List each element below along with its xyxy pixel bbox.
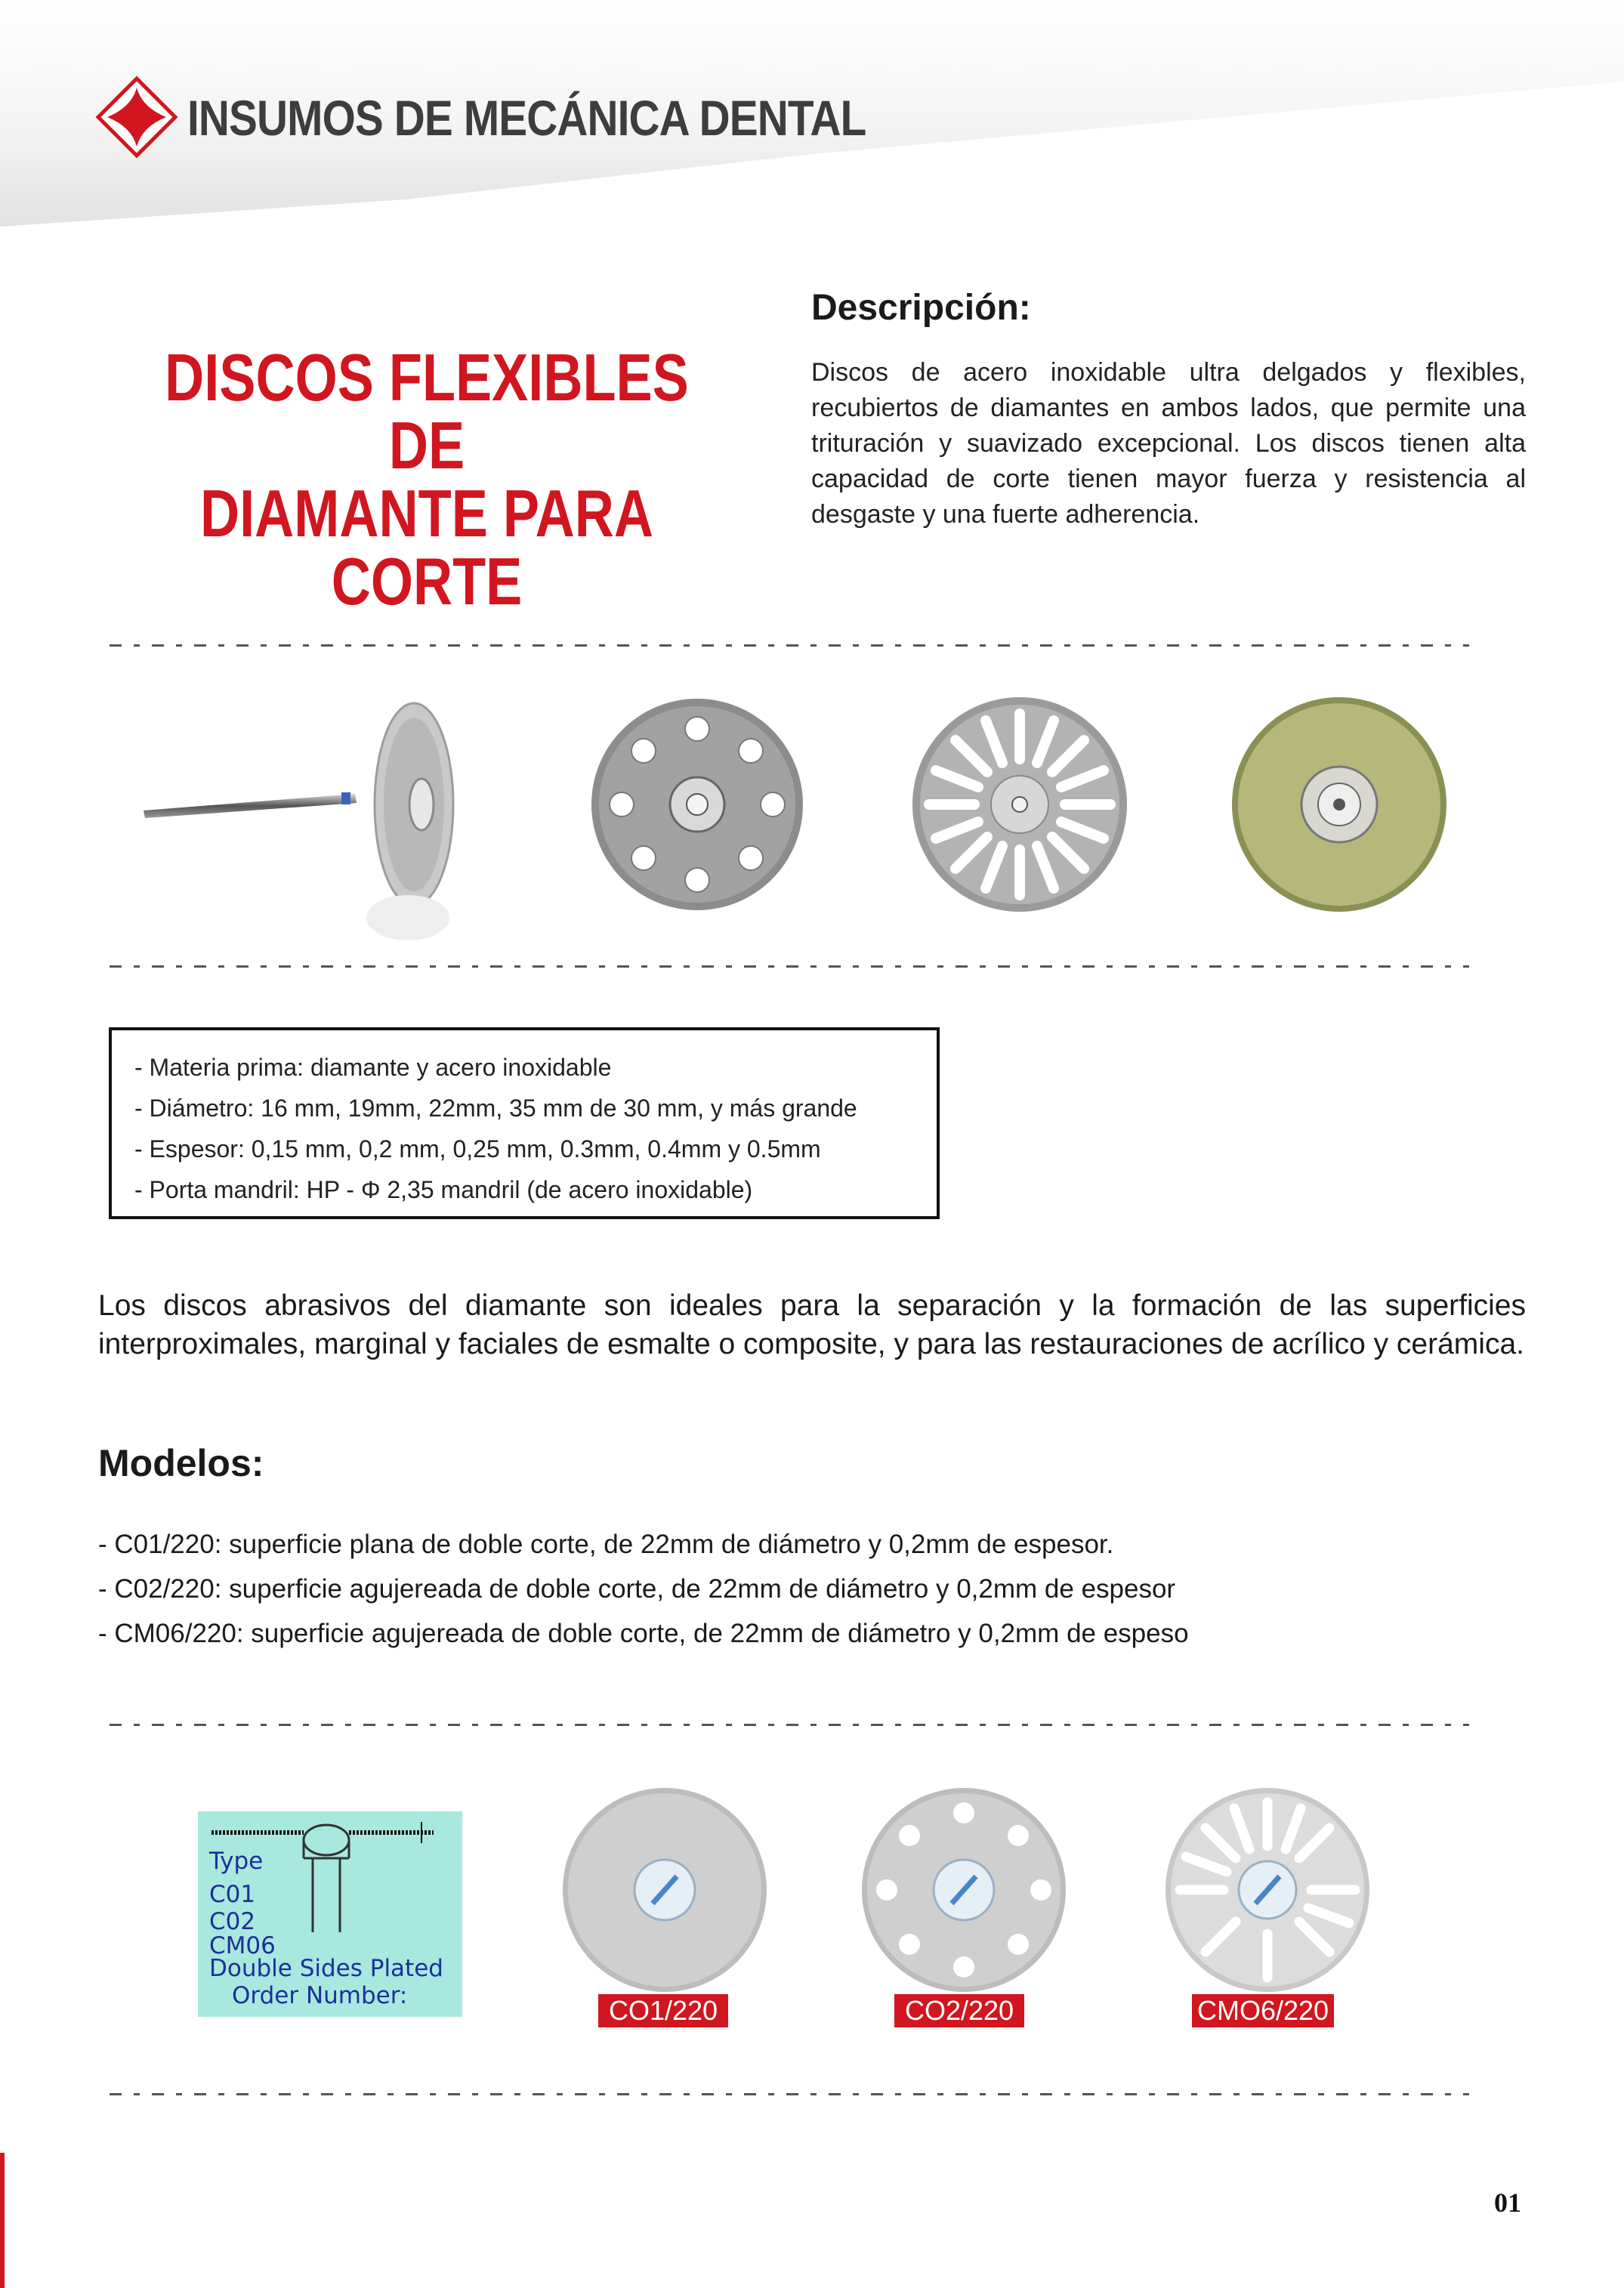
mandrel-disc-image	[136, 699, 491, 956]
model-item-c01: - C01/220: superficie plana de doble corte, de 22mm de diámetro y 0,2mm de espesor.	[98, 1530, 1114, 1559]
slotted-disc-image	[910, 695, 1129, 914]
product-title-line1: DISCOS FLEXIBLES DE	[165, 340, 689, 483]
code-label-cm06: CMO6/220	[1192, 1994, 1334, 2027]
uses-paragraph: Los discos abrasivos del diamante son ideales para la separación y la formación de las superficies interproximales, marginal y faciales de esmalte o composite, y para las restauraciones de acrílico y cerámica.	[98, 1289, 1526, 1360]
type-plated: Double Sides Plated	[209, 1955, 443, 1982]
product-title	[164, 340, 690, 619]
spec-mandrel: - Porta mandril: HP - Φ 2,35 mandril (de acero inoxidable)	[134, 1176, 753, 1203]
gold-disc-image	[1230, 695, 1449, 914]
dashed-divider	[110, 2093, 1469, 2095]
type-c02: C02	[209, 1908, 256, 1935]
product-title-line2: DIAMANTE PARA CORTE	[200, 476, 653, 619]
spec-thickness: - Espesor: 0,15 mm, 0,2 mm, 0,25 mm, 0.3mm, 0.4mm y 0.5mm	[134, 1135, 821, 1163]
description-text: Discos de acero inoxidable ultra delgados y flexibles, recubiertos de diamantes en ambos lados, que permite una trituración y suavizado excepcional. Los discos tienen alta capacidad de corte tienen mayor fuerza y resistencia al desgaste y una fuerte adherencia.	[811, 358, 1526, 529]
type-order-card	[198, 1811, 462, 2017]
type-cm06: CM06	[209, 1932, 276, 1959]
description-heading: Descripción:	[811, 288, 1031, 328]
dashed-divider	[110, 644, 1469, 647]
type-order-number: Order Number:	[232, 1982, 408, 2009]
dashed-divider	[110, 1724, 1469, 1726]
spec-diameter: - Diámetro: 16 mm, 19mm, 22mm, 35 mm de 30 mm, y más grande	[134, 1095, 857, 1122]
dashed-divider	[110, 965, 1469, 968]
page-number: 01	[1494, 2188, 1521, 2218]
models-list	[98, 1522, 1458, 1656]
type-label: Type	[209, 1848, 264, 1875]
c02-disc-image	[858, 1784, 1070, 1996]
spec-raw-material: - Materia prima: diamante y acero inoxidable	[134, 1054, 612, 1081]
red-edge-accent	[0, 2153, 5, 2288]
code-label-c02: CO2/220	[894, 1994, 1024, 2027]
holed-disc-image	[588, 695, 807, 914]
model-item-cm06: - CM06/220: superficie agujereada de doble corte, de 22mm de diámetro y 0,2mm de espeso	[98, 1619, 1189, 1648]
type-c01: C01	[209, 1881, 256, 1908]
c01-disc-image	[559, 1784, 770, 1996]
code-label-c01: CO1/220	[598, 1994, 728, 2027]
specifications-box	[109, 1027, 940, 1219]
model-item-c02: - C02/220: superficie agujereada de doble corte, de 22mm de diámetro y 0,2mm de espesor	[98, 1574, 1176, 1604]
header-title: INSUMOS DE MECÁNICA DENTAL	[187, 90, 866, 146]
models-heading: Modelos:	[98, 1442, 264, 1484]
cm06-disc-image	[1162, 1784, 1373, 1996]
red-diamond-logo-icon	[95, 76, 178, 159]
